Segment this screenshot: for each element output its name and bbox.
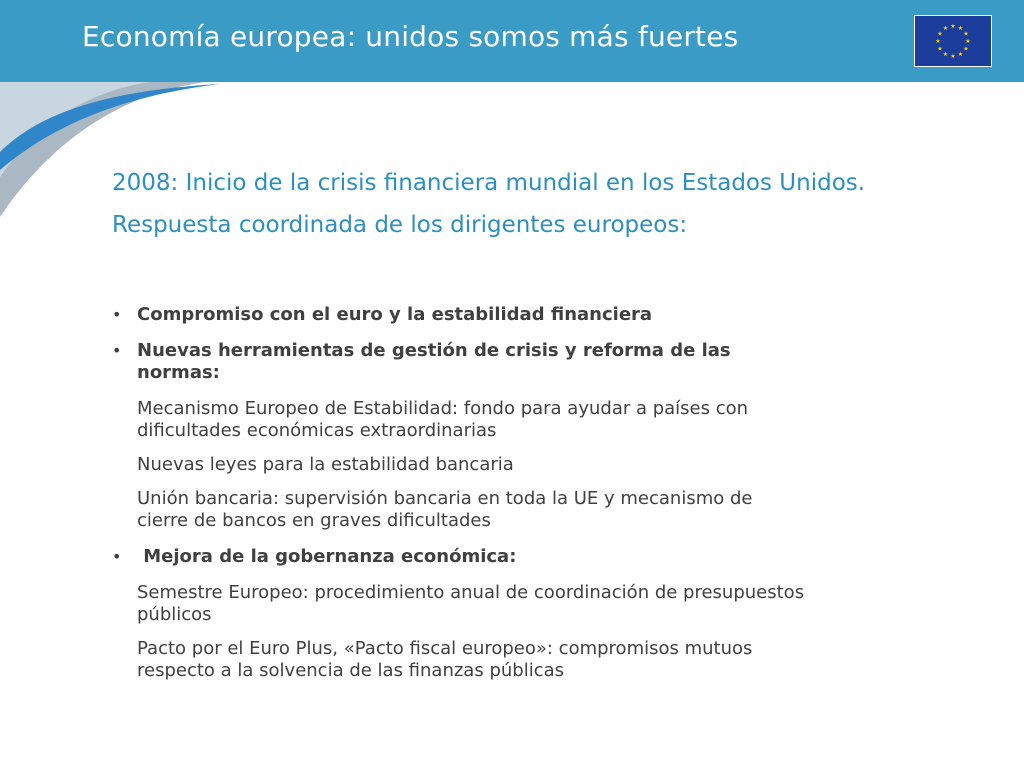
- sub-item-line: Mecanismo Europeo de Estabilidad: fondo para ayudar a países con: [137, 398, 749, 419]
- sub-item: [137, 582, 902, 626]
- sub-item: [137, 398, 902, 442]
- star-icon: ★: [942, 51, 949, 58]
- sub-item: [137, 638, 902, 682]
- bullet-marker: •: [112, 547, 122, 566]
- star-icon: ★: [937, 30, 943, 38]
- star-icon: ★: [965, 38, 971, 45]
- list-item: [112, 340, 902, 384]
- bullet-list: [112, 304, 902, 682]
- bullet-text-line: normas:: [137, 362, 220, 383]
- eu-flag-stars: [915, 16, 991, 66]
- star-icon: ★: [950, 53, 956, 60]
- list-item: [112, 546, 902, 568]
- bullet-marker: •: [112, 341, 122, 360]
- header-bar: [0, 0, 1024, 82]
- star-icon: ★: [950, 23, 956, 30]
- intro-line-1: 2008: Inicio de la crisis financiera mundial en los Estados Unidos.: [112, 170, 866, 196]
- sub-item-line: públicos: [137, 604, 212, 625]
- list-item: [112, 304, 902, 326]
- star-icon: ★: [937, 45, 943, 53]
- bullet-text: [137, 340, 902, 384]
- sub-item-line: Pacto por el Euro Plus, «Pacto fiscal europeo»: compromisos mutuos: [137, 638, 753, 659]
- sub-item-line: Semestre Europeo: procedimiento anual de coordinación de presupuestos: [137, 582, 805, 603]
- sub-item: [137, 488, 902, 532]
- intro-line-2: Respuesta coordinada de los dirigentes europeos:: [112, 212, 688, 238]
- sub-item: [137, 454, 902, 476]
- star-icon: ★: [935, 38, 941, 45]
- sub-item-line: Unión bancaria: supervisión bancaria en toda la UE y mecanismo de: [137, 488, 753, 509]
- star-icon: ★: [942, 25, 949, 32]
- bullet-text: Compromiso con el euro y la estabilidad financiera: [137, 304, 653, 325]
- sub-item-line: Nuevas leyes para la estabilidad bancaria: [137, 454, 514, 475]
- bullet-marker: •: [112, 305, 122, 324]
- bullet-text-line: Nuevas herramientas de gestión de crisis y reforma de las: [137, 340, 731, 361]
- sub-item-line: cierre de bancos en graves dificultades: [137, 510, 491, 531]
- eu-flag-icon: [914, 15, 992, 67]
- bullet-text: Mejora de la gobernanza económica:: [137, 546, 517, 567]
- star-icon: ★: [957, 25, 964, 32]
- decorative-swoosh: [0, 82, 260, 232]
- sub-item-line: respecto a la solvencia de las finanzas públicas: [137, 660, 565, 681]
- star-icon: ★: [963, 30, 969, 38]
- star-icon: ★: [963, 45, 969, 53]
- slide-title: Economía europea: unidos somos más fuertes: [82, 20, 739, 53]
- sub-item-line: dificultades económicas extraordinarias: [137, 420, 497, 441]
- star-icon: ★: [957, 51, 964, 58]
